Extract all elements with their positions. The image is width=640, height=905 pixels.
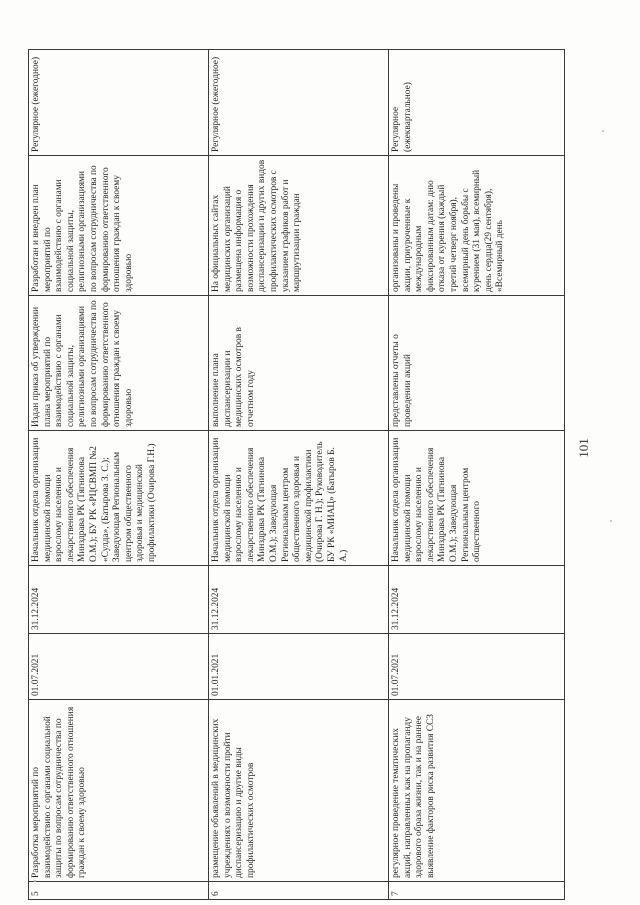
end-date-cell: 31.12.2024 xyxy=(29,566,209,634)
page-number: 101 xyxy=(575,438,591,458)
row-number: 5 xyxy=(29,882,209,900)
end-date-cell: 31.12.2024 xyxy=(209,566,389,634)
action-plan-table xyxy=(28,49,565,900)
start-date-cell: 01.07.2021 xyxy=(29,634,209,700)
periodicity-cell: Регулярное (ежеквартальное) xyxy=(389,50,565,156)
indicator-cell: Издан приказ об утверждении плана мероприятий по взаимодействию с органами социальной защиты, религиозными организациями по вопросам сотрудничества по формированию ответственного отношения граждан к своему здоровью xyxy=(29,296,209,431)
rotated-table-area xyxy=(28,50,568,900)
responsible-cell: Начальник отдела организации медицинской помощи взрослому населению и лекарственного обеспечения Минздрава РК (Тягнинова О.М.); Заведующая Региональным центром общественного xyxy=(389,431,565,566)
indicator-cell: представлены отчеты о проведении акций xyxy=(389,296,565,431)
responsible-cell: Начальник отдела организации медицинской помощи взрослому населению и лекарственного обеспечения Минздрава РК (Тягнинова О.М.); Заведующая Региональным центром общественного здоровья и медицинской профилактики (Очирова Г. Н.); Руководитель БУ РК «МИАЦ» (Батыров Б. А.) xyxy=(209,431,389,566)
measure-cell: размещение объявлений в медицинских учреждениях о возможности пройти диспансеризацию и другие виды профилактических осмотров xyxy=(209,700,389,882)
start-date-cell: 01.07.2021 xyxy=(389,634,565,700)
measure-cell: регулярное проведение тематических акций, направленных как на пропаганду здорового образа жизни, так и на раннее выявление факторов риска развития ССЗ xyxy=(389,700,565,882)
table-row xyxy=(389,50,565,900)
result-cell: На официальных сайтах медицинских организаций размещена информация о возможности прохождения диспансеризации и других видов профилактических осмотров с указанием графиков работ и маршрутизации граждан xyxy=(209,156,389,296)
scan-speck xyxy=(34,880,36,882)
indicator-cell: выполнение плана диспансеризации и медицинских осмотров в отчетном году xyxy=(209,296,389,431)
periodicity-cell: Регулярное (ежегодное) xyxy=(29,50,209,156)
result-cell: организованы и проведены акции, приуроченные к международным фиксированным датам: дню отказа от курения (каждый третий четверг ноября), всемирный день борьбы с курением (31 мая), всемирный день сердца(29 сентября), «Всемирный день xyxy=(389,156,565,296)
responsible-cell: Начальник отдела организации медицинской помощи взрослому населению и лекарственного обеспечения Минздрава РК (Тягнинова О.М.); БУ РК «РЦСВМП №2 «Сулда», (Батырова З. С.); Заведующая Региональным центром общественного здоровья и медицинской профилактики (Очирова Г.Н.) xyxy=(29,431,209,566)
row-number: 7 xyxy=(389,882,565,900)
result-cell: Разработан и внедрен план мероприятий по взаимодействию с органами социальной защиты, религиозными организациями по вопросам сотрудничества по формированию ответственного отношения граждан к своему здоровью xyxy=(29,156,209,296)
start-date-cell: 01.01.2021 xyxy=(209,634,389,700)
scan-speck xyxy=(610,520,612,522)
table-row xyxy=(209,50,389,900)
row-number: 6 xyxy=(209,882,389,900)
end-date-cell: 31.12.2024 xyxy=(389,566,565,634)
measure-cell: Разработка мероприятий по взаимодействию с органами социальной защиты по вопросам сотрудничества по формированию ответственного отношения граждан к своему здоровью xyxy=(29,700,209,882)
periodicity-cell: Регулярное (ежегодное) xyxy=(209,50,389,156)
table-row xyxy=(29,50,209,900)
scan-speck xyxy=(602,130,604,132)
